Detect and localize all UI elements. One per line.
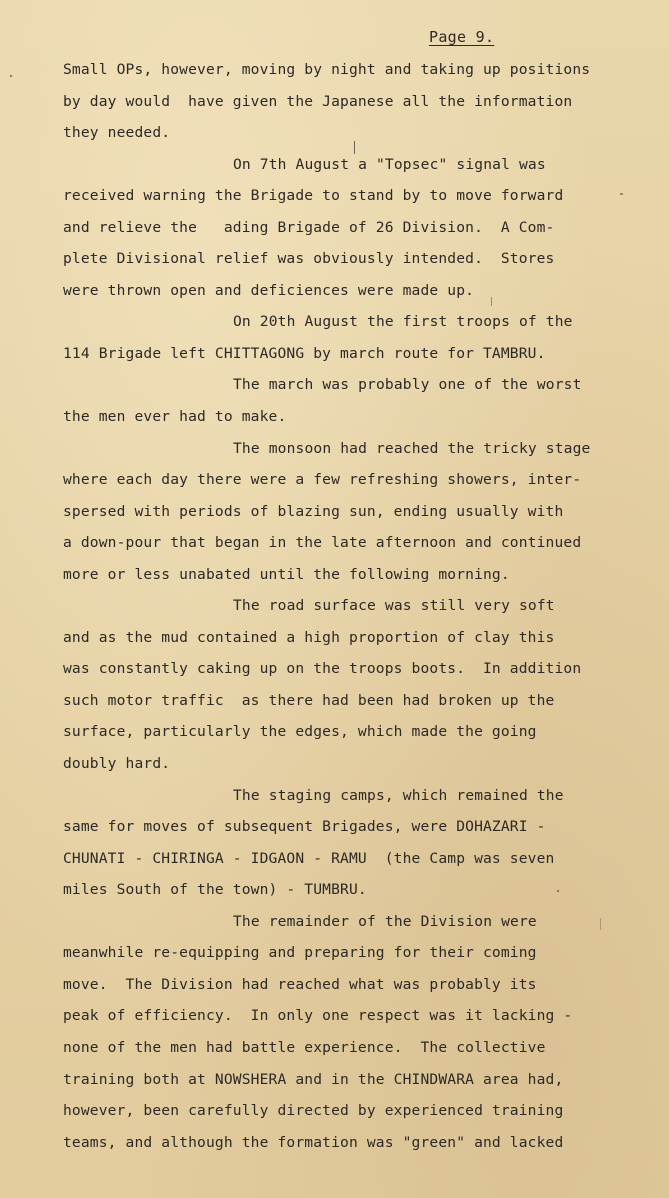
page-number: Page 9. — [429, 28, 495, 46]
text-line: same for moves of subsequent Brigades, were DOHAZARI - — [63, 818, 546, 836]
text-line: The remainder of the Division were — [233, 912, 537, 930]
text-line: The staging camps, which remained the — [233, 786, 564, 804]
text-line: CHUNATI - CHIRINGA - IDGAON - RAMU (the Camp was seven — [63, 849, 555, 867]
text-line: were thrown open and deficiences were made up. — [63, 281, 475, 299]
stray-mark — [620, 193, 623, 195]
text-line: meanwhile re-equipping and preparing for their coming — [63, 944, 537, 962]
text-line: The road surface was still very soft — [233, 597, 555, 615]
text-line: by day would have given the Japanese all the information — [63, 92, 573, 110]
text-line: spersed with periods of blazing sun, ending usually with — [63, 502, 564, 520]
text-line: was constantly caking up on the troops boots. In addition — [63, 660, 582, 678]
stray-mark — [491, 297, 492, 306]
body-text — [63, 58, 643, 1162]
text-line: more or less unabated until the following morning. — [63, 565, 510, 583]
text-line: On 7th August a "Topsec" signal was — [233, 155, 546, 173]
stray-mark — [354, 141, 355, 154]
text-line: a down-pour that began in the late afternoon and continued — [63, 534, 582, 552]
stray-mark — [10, 75, 12, 77]
text-line: Small OPs, however, moving by night and taking up positions — [63, 61, 591, 78]
text-line: The monsoon had reached the tricky stage — [233, 439, 591, 457]
text-line: The march was probably one of the worst — [233, 376, 582, 394]
text-line: doubly hard. — [63, 755, 171, 773]
text-line: plete Divisional relief was obviously intended. Stores — [63, 250, 555, 268]
text-line: the men ever had to make. — [63, 408, 287, 426]
text-line: teams, and although the formation was "green" and lacked — [63, 1133, 564, 1151]
text-line: and relieve the ading Brigade of 26 Division. A Com- — [63, 218, 555, 236]
text-line: surface, particularly the edges, which made the going — [63, 723, 537, 741]
text-line: 114 Brigade left CHITTAGONG by march route for TAMBRU. — [63, 344, 546, 362]
text-line: On 20th August the first troops of the — [233, 313, 573, 331]
text-line: move. The Division had reached what was probably its — [63, 975, 537, 993]
text-line: training both at NOWSHERA and in the CHINDWARA area had, — [63, 1070, 564, 1088]
stray-mark — [557, 890, 559, 892]
text-line: miles South of the town) - TUMBRU. — [63, 881, 367, 899]
text-line: they needed. — [63, 124, 171, 142]
text-line: peak of efficiency. In only one respect was it lacking - — [63, 1007, 573, 1025]
text-line: such motor traffic as there had been had broken up the — [63, 691, 555, 709]
stray-mark — [600, 918, 601, 930]
text-line: however, been carefully directed by experienced training — [63, 1102, 564, 1120]
text-line: and as the mud contained a high proportion of clay this — [63, 628, 555, 646]
text-line: received warning the Brigade to stand by to move forward — [63, 187, 564, 205]
text-line: where each day there were a few refreshing showers, inter- — [63, 471, 582, 489]
text-line: none of the men had battle experience. The collective — [63, 1038, 546, 1056]
